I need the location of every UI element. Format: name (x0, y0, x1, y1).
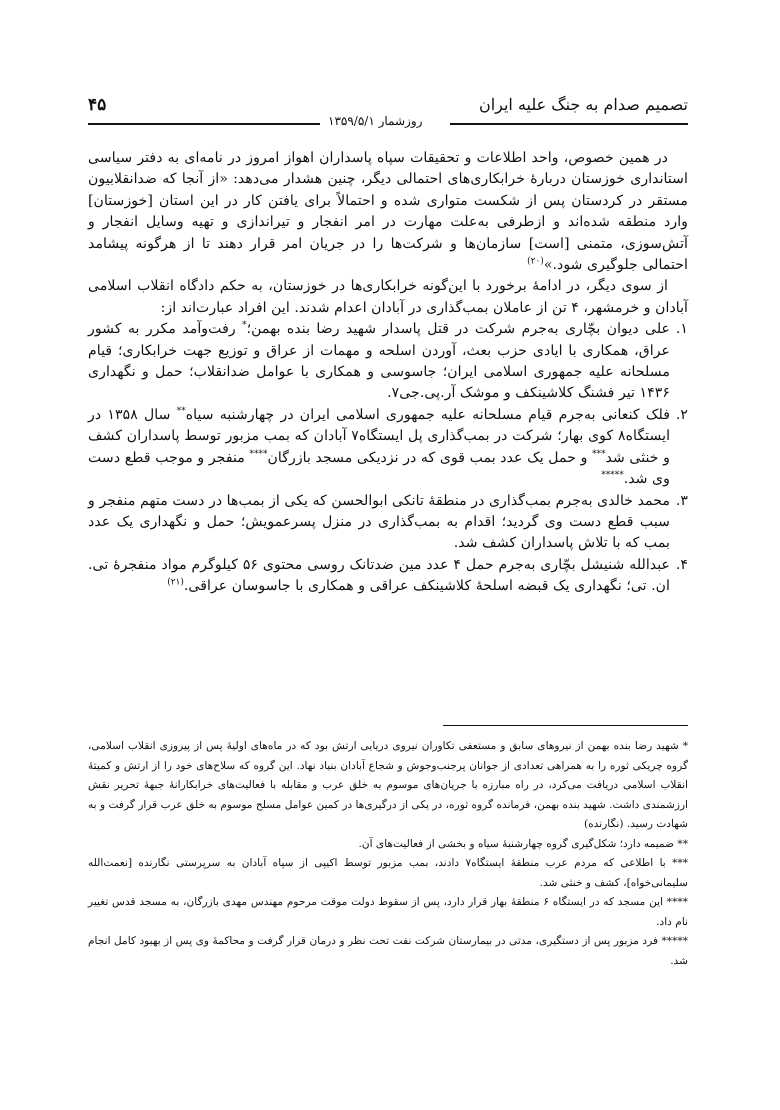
item-text: عبدالله شنیشل بچّاری به‌جرم حمل ۴ عدد مین ضدتانک روسی محتوی ۵۶ کیلوگرم مواد منفجرهٔ تی. ان. تی؛ نگهداری یک قبضه اسلحهٔ کلاشینکف عراقی و همکاری با جاسوسان عراقی. (88, 556, 670, 595)
item-text: سال ۱۳۵۸ در ایستگاه۸ کوی بهار؛ شرکت در بمب‌گذاری پل ایستگاه۷ آبادان که بمب مزبور توسط پاسداران کشف و خنثی شد (88, 406, 671, 466)
citation-ref: (۲۰) (527, 256, 544, 267)
footnote: ***** فرد مزبور پس از دستگیری، مدتی در بیمارستان شرکت نفت تحت نظر و درمان قرار گرفت و محاکمهٔ وی پس از بهبود کامل انجام شد. (88, 935, 688, 967)
paragraph-text: در همین خصوص، واحد اطلاعات و تحقیقات سپاه پاسداران اهواز امروز در نامه‌ای به دفتر سیاسی استانداری خوزستان دربارهٔ خرابکاری‌های احتمالی دیگر، چنین هشدار می‌دهد: «از آنجا که ضدانقلابیون مستقر در کردستان پس از شکست متواری شده و احتمالاً برای یافتن کار در این استان [خوزستان] وارد منطقه شده‌اند و ازطرفی به‌علت مهارت در امر انفجار و تیراندازی و تهیه وسایل انفجار و آتش‌سوزی، متمنی [است] سازمان‌ها و شرکت‌ها را در جریان امر قرار دهند تا از هرگونه پیشامد احتمالی جلوگیری شود.» (88, 150, 688, 274)
paragraph (88, 148, 688, 276)
list-number: ۳. (675, 492, 688, 509)
item-text: و حمل یک عدد بمب قوی که در نزدیکی مسجد بازرگان (267, 449, 593, 466)
footnote-mark: ** (176, 406, 186, 417)
list-number: ۲. (675, 406, 688, 423)
header-rule-right (450, 123, 688, 125)
list-item (88, 555, 688, 598)
list-item (88, 491, 688, 555)
header-subtitle: روزشمار ۱۳۵۹/۵/۱ (328, 114, 423, 128)
item-text: محمد خالدی به‌جرم بمب‌گذاری در منطقهٔ تانکی ابوالحسن که یکی از بمب‌ها در دست متهم منفجر و سبب قطع دست وی گردید؛ اقدام به بمب‌گذاری در منزل پسرعمویش؛ حمل و نگهداری یک عدد بمب که با تلاش پاسداران کشف شد. (88, 492, 670, 552)
list-item (88, 319, 688, 405)
item-text: رفت‌وآمد مکرر به کشور عراق، همکاری با ایادی حزب بعث، آوردن اسلحه و مهمات از عراق و توزیع جهت خرابکاری؛ قیام مسلحانه علیه جمهوری اسلامی ایران؛ جاسوسی و همکاری با عوامل ضدانقلاب؛ حمل و نگهداری ۱۴۳۶ تیر فشنگ کلاشینکف و موشک آر.پی.جی۷. (88, 321, 670, 402)
footnote: ** ضمیمه دارد؛ شکل‌گیری گروه چهارشنبهٔ سیاه و بخشی از فعالیت‌های آن. (358, 837, 688, 850)
list-item (88, 405, 688, 491)
main-text (88, 148, 688, 598)
item-text: منفجر و موجب قطع دست وی شد. (88, 449, 670, 488)
footnote-mark: * (242, 320, 247, 331)
numbered-list (88, 319, 688, 597)
citation-ref: (۲۱) (167, 577, 184, 588)
book-title: تصمیم صدام به جنگ علیه ایران (478, 95, 688, 114)
footnote: **** این مسجد که در ایستگاه ۶ منطقهٔ بهار قرار دارد، پس از سقوط دولت موقت مرحوم مهندس مهدی بازرگان، به مسجد قدس تغییر نام داد. (88, 896, 688, 928)
paragraph-text: از سوی دیگر، در ادامهٔ برخورد با این‌گونه خرابکاری‌ها در خوزستان، به حکم دادگاه انقلاب اسلامی آبادان و خرمشهر، ۴ تن از عاملان بمب‌گذاری در آبادان اعدام شدند. این افراد عبارت‌اند از: (88, 278, 688, 316)
item-text: علی دیوان بچّاری به‌جرم شرکت در قتل پاسدار شهید رضا بنده بهمن؛ (246, 321, 670, 338)
list-number: ۱. (675, 321, 688, 338)
header-rule-left (88, 123, 320, 125)
footnotes (88, 737, 688, 971)
footnote: *** با اطلاعی که مردم عرب منطقهٔ ایستگاه۷ دادند، بمب مزبور توسط اکیپی از سپاه آبادان به سرپرستی نگارنده [نعمت‌الله سلیمانی‌خواه]، کشف و خنثی شد. (88, 857, 688, 889)
page-number: ۴۵ (88, 95, 107, 115)
running-header (88, 95, 688, 128)
item-text: فلک کنعانی به‌جرم قیام مسلحانه علیه جمهوری اسلامی ایران در چهارشنبه سیاه (185, 406, 671, 423)
footnote-separator (443, 725, 688, 726)
footnote-mark: *** (592, 448, 606, 459)
footnote-mark: ***** (601, 470, 624, 481)
footnote-mark: **** (249, 448, 268, 459)
footnote: * شهید رضا بنده بهمن از نیروهای سابق و مستعفی تکاوران نیروی دریایی ارتش بود که در ماه‌های اولیهٔ پس از پیروزی انقلاب اسلامی، گروه چریکی ثوره را به همراهی تعدادی از جوانان پرجنب‌وجوش و شجاع آبادان بنیاد نهاد. این گروه که سلاح‌های خود را از ارتش و کمیتهٔ انقلاب اسلامی دریافت می‌کرد، در راه مبارزه با جریان‌های موسوم به خلق عرب و مقابله با فعالیت‌های خرابکارانهٔ جبههٔ تحریر نقش ارزشمندی داشت. شهید بنده بهمن، فرمانده گروه ثوره، در یکی از درگیری‌ها در کمین عوامل مسلح موسوم به خلق عرب قرار گرفت و به شهادت رسید. (نگارنده) (88, 740, 688, 830)
list-number: ۴. (675, 556, 688, 573)
paragraph (88, 276, 688, 319)
